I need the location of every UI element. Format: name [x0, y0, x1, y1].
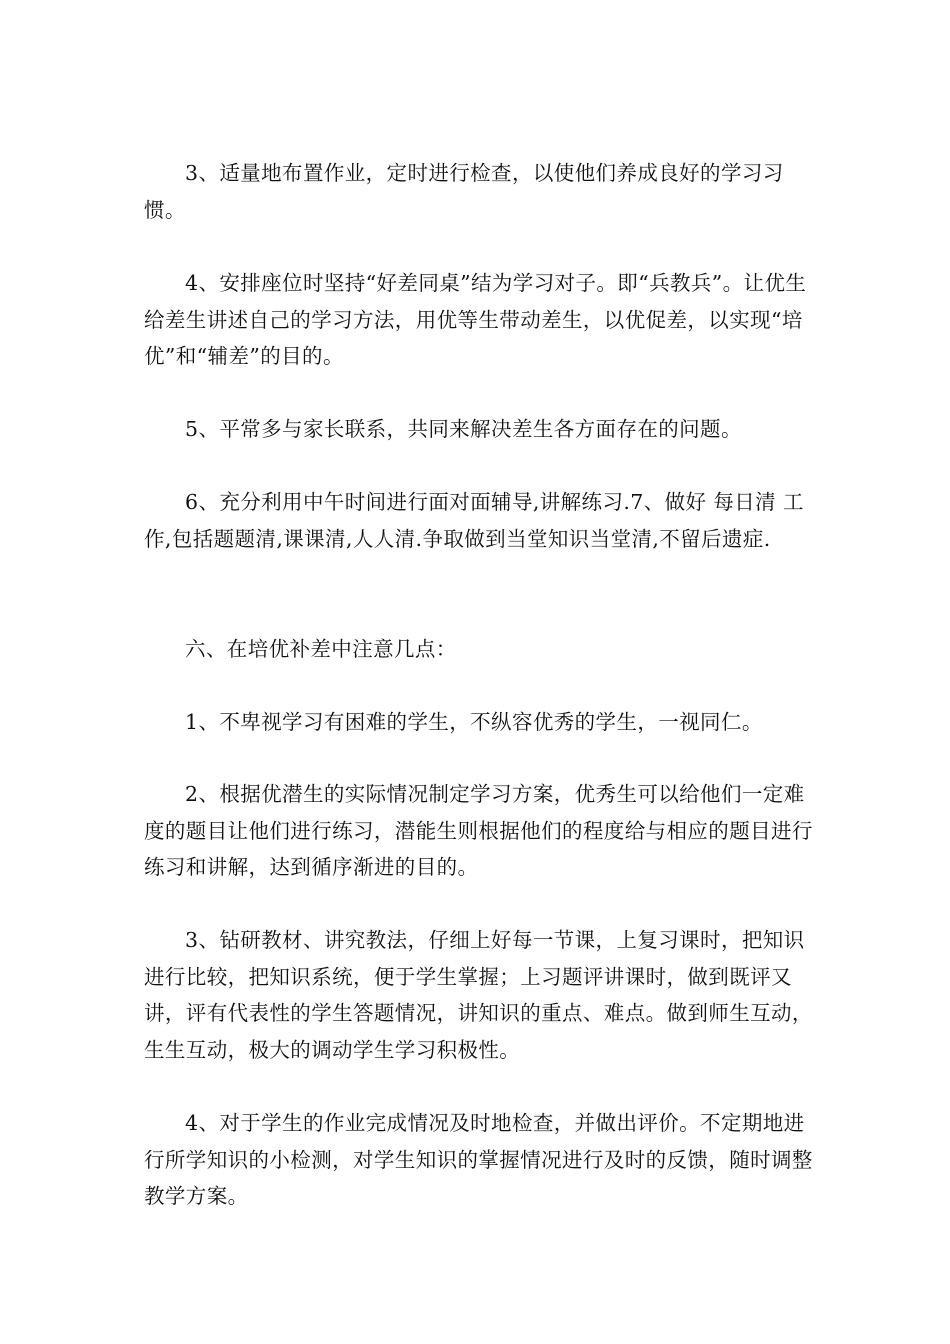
- paragraph-noon-tutoring: 6、充分利用中午时间进行面对面辅导,讲解练习.7、做好 每日清 工作,包括题题清,课课清,人人清.争取做到当堂知识当堂清,不留后遗症.: [144, 490, 804, 551]
- paragraph-parents: 5、平常多与家长联系，共同来解决差生各方面存在的问题。: [185, 417, 742, 441]
- paragraph-teaching-methods: 3、钻研教材、讲究教法，仔细上好每一节课，上复习课时，把知识进行比较，把知识系统，便于学生掌握；上习题评讲课时，做到既评又讲，评有代表性的学生答题情况，讲知识的重点、难点。做到师生互动，生生互动，极大的调动学生学习积极性。: [144, 928, 813, 1062]
- paragraph-equal-treatment: 1、不卑视学习有困难的学生，不纵容优秀的学生，一视同仁。: [185, 710, 763, 734]
- paragraph-homework-review: 4、对于学生的作业完成情况及时地检查，并做出评价。不定期地进行所学知识的小检测，对学生知识的掌握情况进行及时的反馈，随时调整教学方案。: [144, 1111, 813, 1208]
- paragraph-seating: 4、安排座位时坚持“好差同桌”结为学习对子。即“兵教兵”。让优生给差生讲述自己的学习方法，用优等生带动差生，以优促差，以实现“培优”和“辅差”的目的。: [144, 271, 807, 368]
- section-heading-notes: 六、在培优补差中注意几点：: [185, 637, 457, 661]
- paragraph-study-plan: 2、根据优潜生的实际情况制定学习方案，优秀生可以给他们一定难度的题目让他们进行练习，潜能生则根据他们的程度给与相应的题目进行练习和讲解，达到循序渐进的目的。: [144, 782, 813, 879]
- paragraph-homework: 3、适量地布置作业，定时进行检查，以使他们养成良好的学习习惯。: [144, 161, 784, 222]
